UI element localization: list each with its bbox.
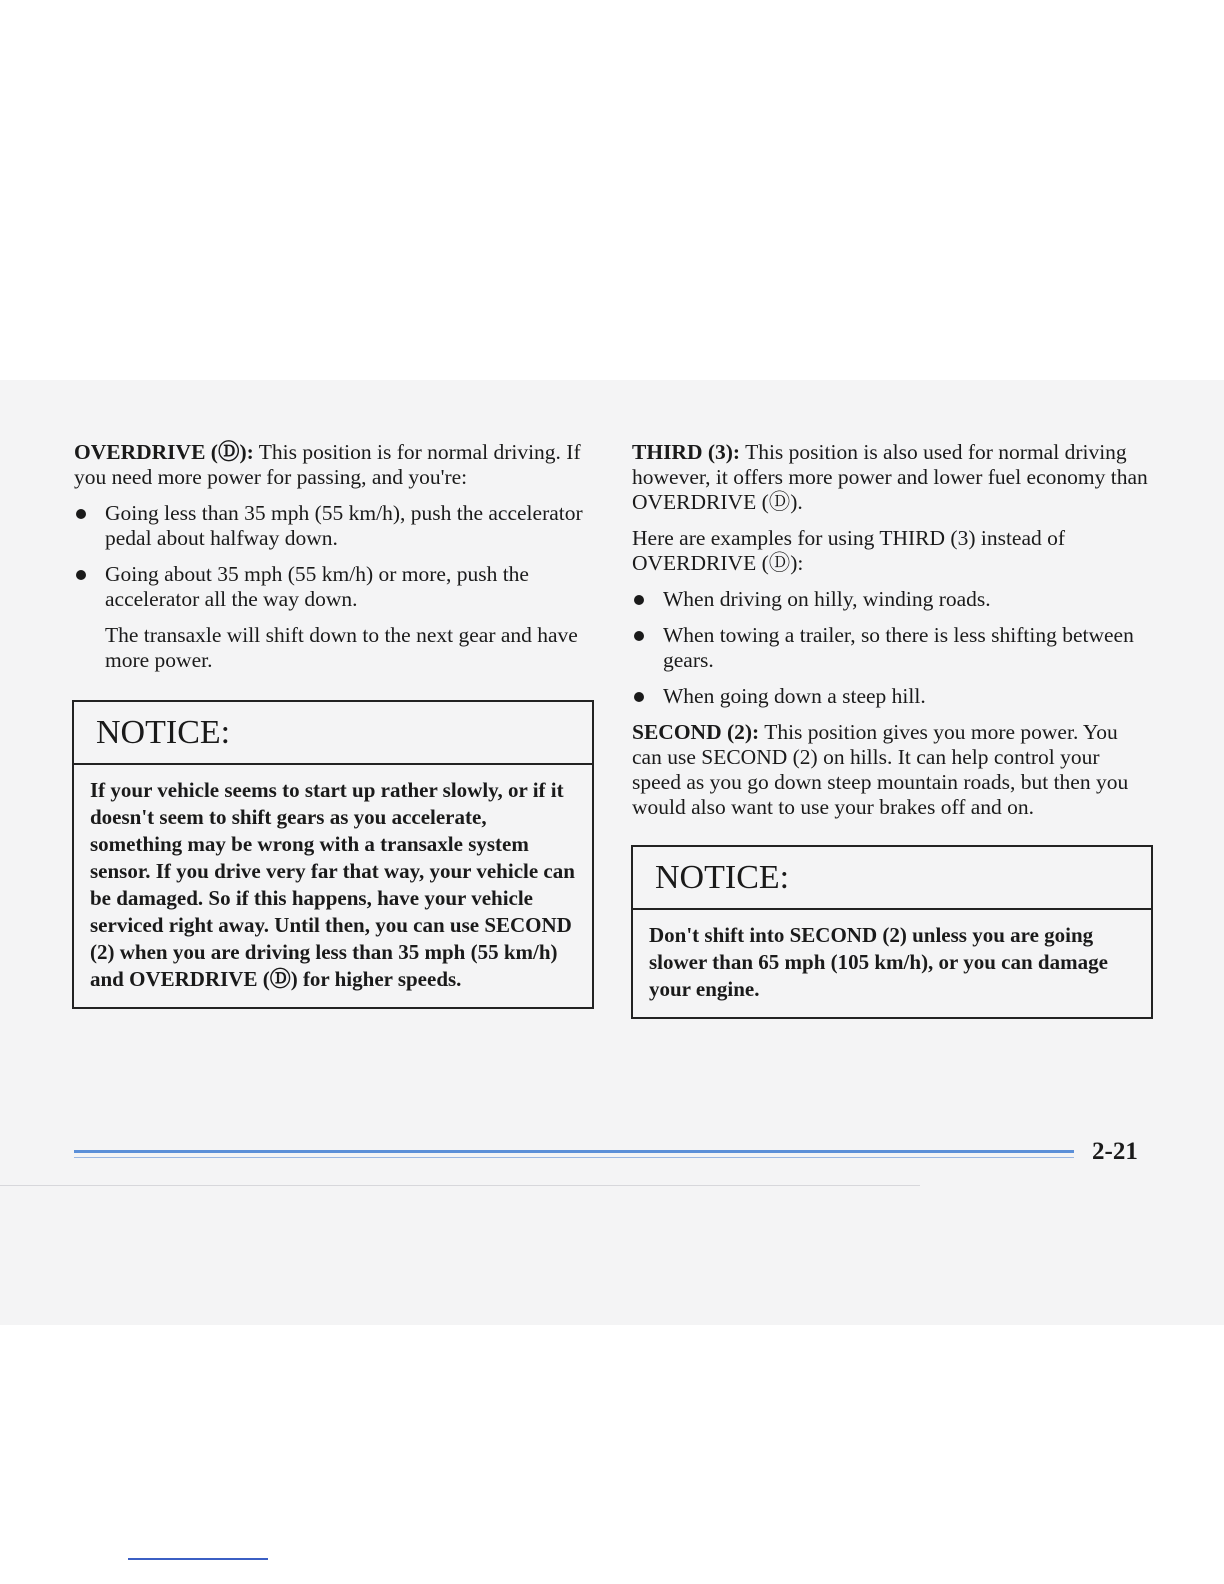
second-text: This position gives you more power. You can use SECOND (2) on hills. It can help control your speed as you go down steep mountain roads, but then you would also want to use your brakes off and on.	[632, 720, 1129, 819]
list-item	[74, 562, 594, 612]
second-label: SECOND (2):	[632, 720, 760, 744]
page-number: 2-21	[1092, 1138, 1138, 1165]
bullet-text: When driving on hilly, winding roads.	[663, 587, 991, 611]
bullet-icon	[76, 570, 86, 580]
bullet-icon	[634, 631, 644, 641]
left-column	[74, 440, 594, 673]
underline-mark	[128, 1558, 268, 1560]
overdrive-paragraph	[74, 440, 594, 490]
notice-body: If your vehicle seems to start up rather slowly, or if it doesn't seem to shift gears as you accelerate, something may be wrong with a transaxle system sensor. If you drive very far that way, your vehicle can be damaged. So if this happens, have your vehicle serviced right away. Until then, you can use SECOND (2) when you are driving less than 35 mph (55 km/h) and OVERDRIVE (Ⓓ) for higher speeds.	[90, 778, 575, 991]
bullet-text: When going down a steep hill.	[663, 684, 926, 708]
notice-title: NOTICE:	[633, 847, 1151, 910]
transaxle-note: The transaxle will shift down to the next gear and have more power.	[105, 623, 578, 672]
overdrive-label: OVERDRIVE (Ⓓ):	[74, 440, 254, 464]
list-item	[74, 501, 594, 551]
scanned-page	[0, 380, 1224, 1325]
third-text: This position is also used for normal driving however, it offers more power and lower fuel economy than OVERDRIVE (Ⓓ).	[632, 440, 1148, 514]
third-label: THIRD (3):	[632, 440, 741, 464]
footer-rule	[74, 1150, 1074, 1153]
notice-body: Don't shift into SECOND (2) unless you are going slower than 65 mph (105 km/h), or you can damage your engine.	[649, 923, 1108, 1001]
bullet-icon	[634, 595, 644, 605]
footer-rule-thin	[74, 1157, 1074, 1158]
list-item	[632, 623, 1152, 673]
bullet-icon	[634, 692, 644, 702]
second-paragraph	[632, 720, 1152, 820]
notice-box-left	[72, 700, 594, 1009]
notice-title: NOTICE:	[74, 702, 592, 765]
bullet-text: Going less than 35 mph (55 km/h), push the accelerator pedal about halfway down.	[105, 501, 583, 550]
third-paragraph	[632, 440, 1152, 515]
list-item	[632, 587, 1152, 612]
examples-intro: Here are examples for using THIRD (3) instead of OVERDRIVE (Ⓓ):	[632, 526, 1066, 575]
bullet-text: Going about 35 mph (55 km/h) or more, push the accelerator all the way down.	[105, 562, 529, 611]
right-column	[632, 440, 1152, 820]
overdrive-text: This position is for normal driving. If you need more power for passing, and you're:	[74, 440, 581, 489]
bullet-icon	[76, 509, 86, 519]
list-item	[632, 684, 1152, 709]
notice-box-right	[631, 845, 1153, 1019]
scan-edge-line	[0, 1185, 920, 1186]
bullet-text: When towing a trailer, so there is less shifting between gears.	[663, 623, 1134, 672]
